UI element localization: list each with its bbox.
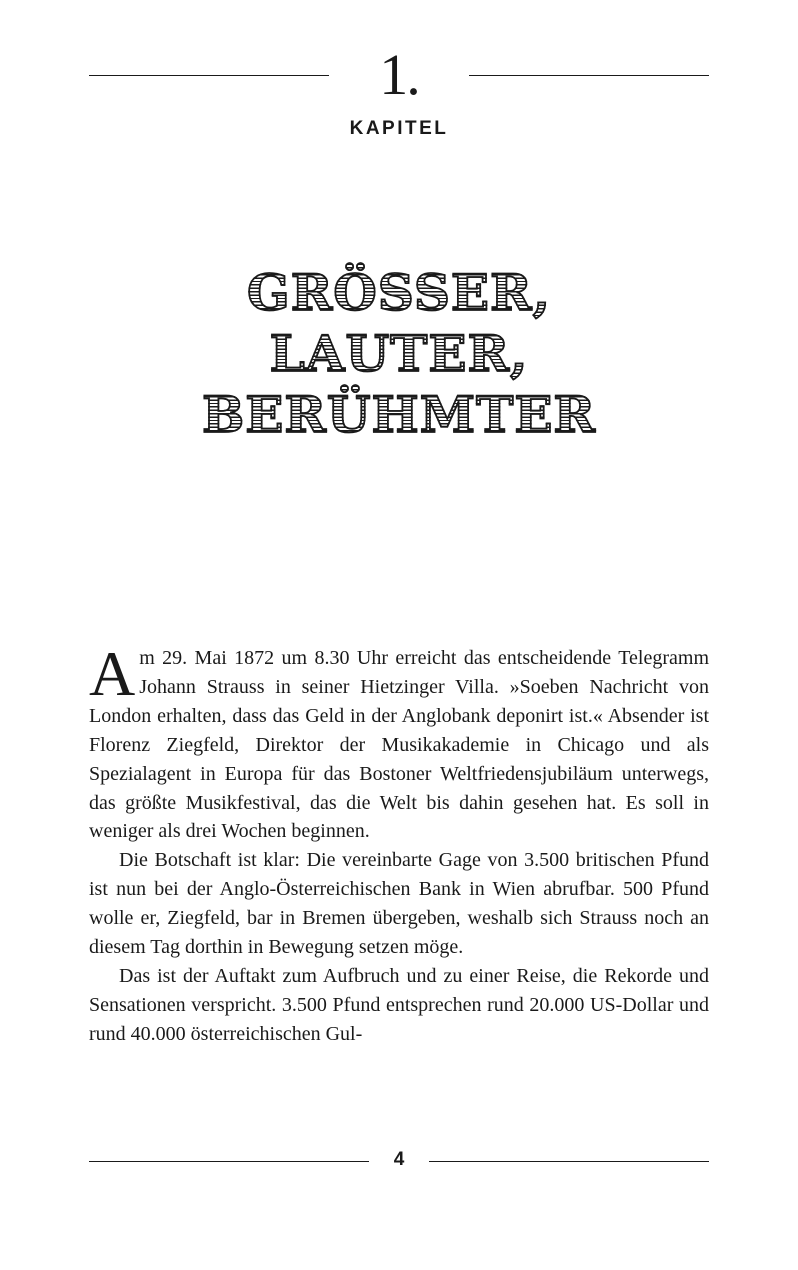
body-text <box>89 638 709 1049</box>
heading-rule-right <box>469 75 709 76</box>
page-footer <box>89 1145 709 1175</box>
paragraph-1-text: m 29. Mai 1872 um 8.30 Uhr erreicht das entscheidende Telegramm Johann Strauss in seiner Hietzinger Villa. »Soeben Nachricht von London erhalten, dass das Geld in der Anglobank deponirt ist.« Absender ist Florenz Ziegfeld, Direktor der Musikakademie in Chicago und als Spezialagent in Europa für das Bostoner Weltfriedensjubiläum unterwegs, das größte Musikfestival, das die Welt bis dahin gesehen hat. Es soll in weniger als drei Wochen beginnen. <box>89 647 709 843</box>
title-line-1: GRÖSSER, <box>89 262 709 323</box>
chapter-heading <box>89 40 709 150</box>
paragraph-2: Die Botschaft ist klar: Die vereinbarte Gage von 3.500 britischen Pfund ist nun bei der Anglo-Österreichischen Bank in Wien abrufbar. 500 Pfund wolle er, Ziegfeld, bar in Bremen übergeben, weshalb sich Strauss noch an diesem Tag dorthin in Bewegung setzen möge. <box>89 849 709 959</box>
page-number: 4 <box>393 1149 405 1170</box>
drop-cap: A <box>89 638 136 709</box>
chapter-title <box>89 262 709 445</box>
footer-rule-left <box>89 1161 369 1162</box>
paragraph-3: Das ist der Auftakt zum Aufbruch und zu einer Reise, die Rekorde und Sensationen verspricht. 3.500 Pfund entsprechen rund 20.000 US-Dollar und rund 40.000 österreichischen Gul- <box>89 964 709 1045</box>
title-line-3: BERÜHMTER <box>89 384 709 445</box>
title-line-2: LAUTER, <box>89 323 709 384</box>
footer-rule-right <box>429 1161 709 1162</box>
chapter-label: KAPITEL <box>349 118 449 139</box>
chapter-number: 1. <box>379 42 419 107</box>
paragraph-1 <box>89 638 709 846</box>
